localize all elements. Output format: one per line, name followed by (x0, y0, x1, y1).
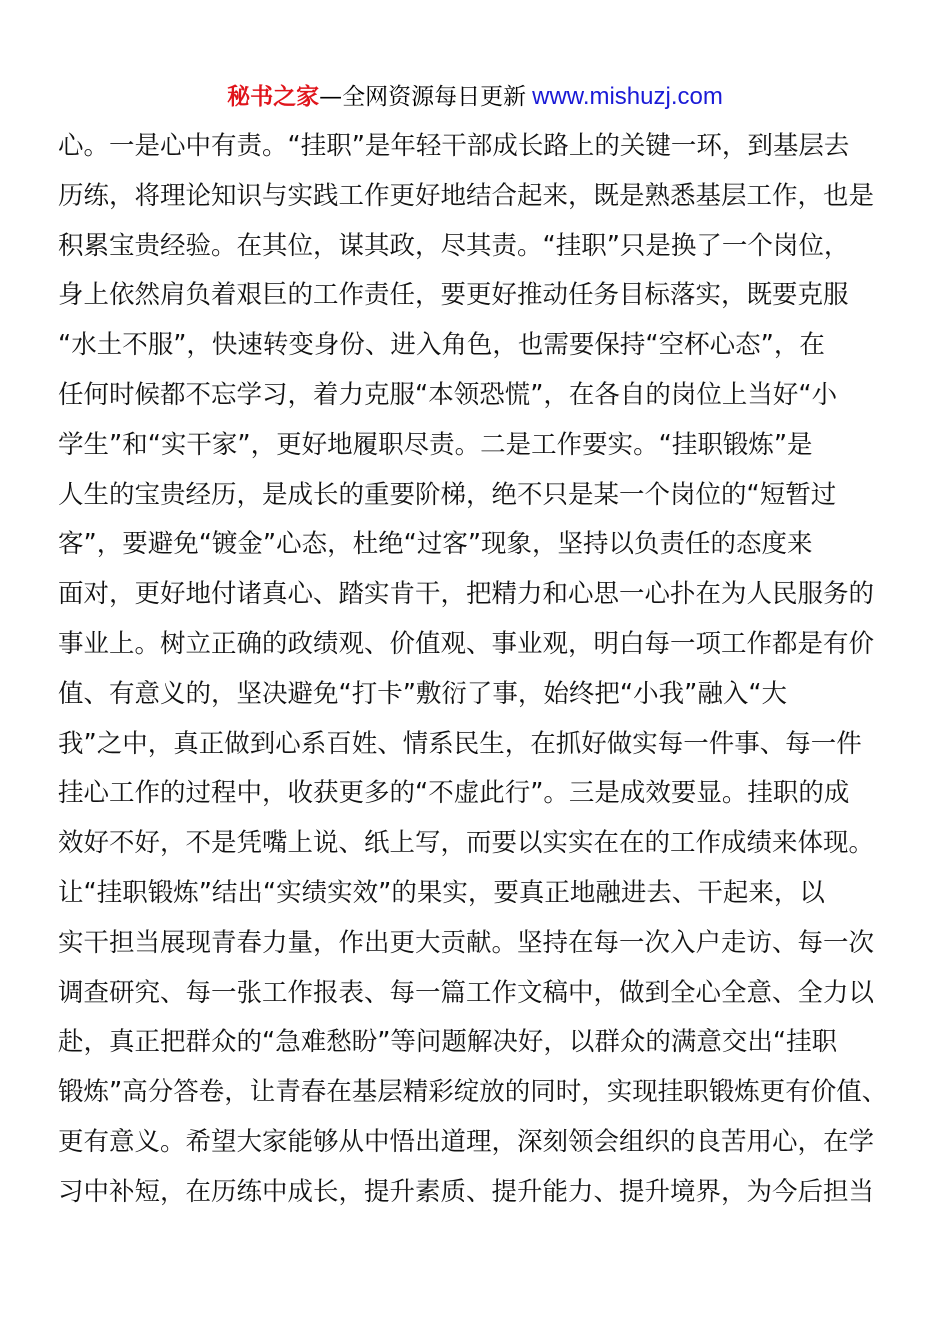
text-line: “水土不服”，快速转变身份、进入角色，也需要保持“空杯心态”，在 (58, 330, 825, 361)
text-line: 心。一是心中有责。“挂职”是年轻干部成长路上的关键一环，到基层去 (58, 131, 850, 161)
text-line: 客”，要避免“镀金”心态，杜绝“过客”现象，坚持以负责任的态度来 (58, 529, 813, 560)
text-line: 锻炼”高分答卷，让青春在基层精彩绽放的同时，实现挂职锻炼更有价值、 (58, 1077, 888, 1108)
text-line: 我”之中，真正做到心系百姓、情系民生，在抓好做实每一件事、每一件 (58, 728, 862, 759)
text-line: 人生的宝贵经历，是成长的重要阶梯，绝不只是某一个岗位的“短暂过 (58, 479, 837, 510)
text-line: 让“挂职锻炼”结出“实绩实效”的果实，要真正地融进去、干起来，以 (58, 877, 825, 908)
text-line: 实干担当展现青春力量，作出更大贡献。坚持在每一次入户走访、每一次 (58, 927, 875, 958)
text-line: 挂心工作的过程中，收获更多的“不虚此行”。三是成效要显。挂职的成 (58, 778, 850, 809)
text-line: 身上依然肩负着艰巨的工作责任，要更好推动任务目标落实，既要克服 (58, 280, 849, 311)
text-line: 学生”和“实干家”，更好地履职尽责。二是工作要实。“挂职锻炼”是 (58, 429, 813, 460)
site-url-link[interactable]: www.mishuzj.com (532, 83, 723, 110)
text-line: 更有意义。希望大家能够从中悟出道理，深刻领会组织的良苦用心，在学 (58, 1126, 875, 1157)
text-line: 效好不好，不是凭嘴上说、纸上写，而要以实实在在的工作成绩来体现。 (58, 828, 875, 859)
text-line: 面对，更好地付诸真心、踏实肯干，把精力和心思一心扑在为人民服务的 (58, 579, 875, 610)
text-line: 习中补短，在历练中成长，提升素质、提升能力、提升境界，为今后担当 (58, 1176, 875, 1207)
text-line: 调查研究、每一张工作报表、每一篇工作文稿中，做到全心全意、全力以 (58, 977, 875, 1008)
text-line: 积累宝贵经验。在其位，谋其政，尽其责。“挂职”只是换了一个岗位， (58, 230, 850, 261)
text-line: 事业上。树立正确的政绩观、价值观、事业观，明白每一项工作都是有价 (58, 628, 875, 659)
page-header (0, 80, 950, 114)
brand-name: 秘书之家 (227, 84, 320, 110)
text-line: 赴，真正把群众的“急难愁盼”等问题解决好，以群众的满意交出“挂职 (58, 1027, 838, 1058)
text-line: 值、有意义的，坚决避免“打卡”敷衍了事，始终把“小我”融入“大 (58, 678, 788, 709)
text-line: 任何时候都不忘学习，着力克服“本领恐慌”，在各自的岗位上当好“小 (58, 379, 838, 410)
header-tagline: —全网资源每日更新 (319, 84, 527, 110)
document-body (58, 122, 892, 1218)
text-line: 历练，将理论知识与实践工作更好地结合起来，既是熟悉基层工作，也是 (58, 180, 875, 211)
